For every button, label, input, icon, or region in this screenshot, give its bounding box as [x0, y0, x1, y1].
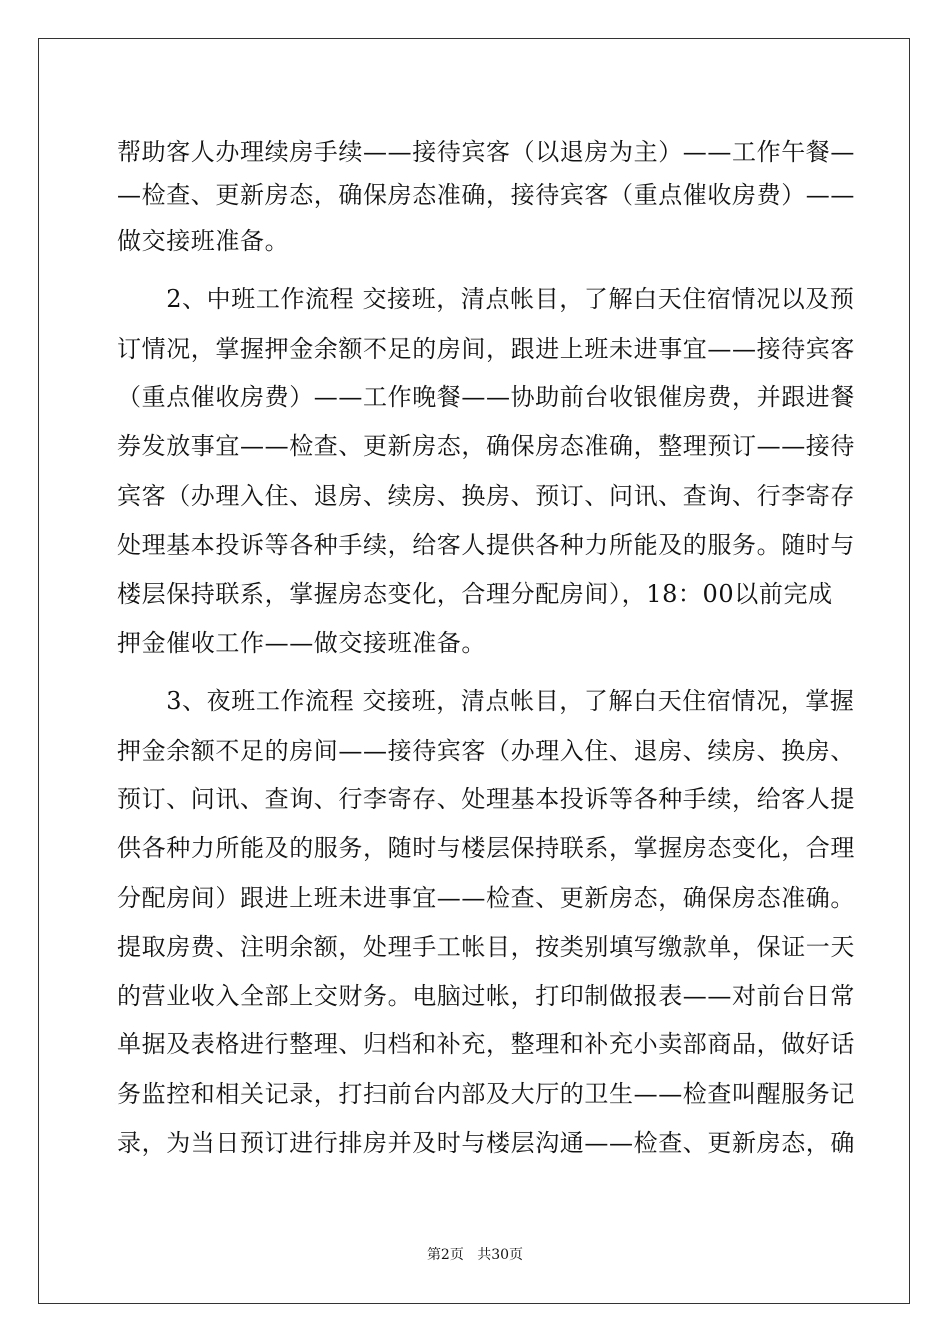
text-line: 2、中班工作流程 交接班，清点帐目，了解白天住宿情况以及预: [117, 285, 855, 313]
text-line: 帮助客人办理续房手续——接待宾客（以退房为主）——工作午餐—: [117, 138, 855, 166]
text-line: 分配房间）跟进上班未进事宜——检查、更新房态，确保房态准确。: [117, 884, 855, 912]
page-number: 第2页: [426, 1247, 464, 1263]
text-line: 订情况，掌握押金余额不足的房间，跟进上班未进事宜——接待宾客: [117, 335, 855, 363]
text-line: 单据及表格进行整理、归档和补充，整理和补充小卖部商品，做好话: [117, 1030, 855, 1058]
text-line: 供各种力所能及的服务，随时与楼层保持联系，掌握房态变化，合理: [117, 834, 855, 862]
page-footer: [0, 1246, 950, 1264]
text-line: （重点催收房费）——工作晚餐——协助前台收银催房费，并跟进餐: [117, 383, 855, 411]
text-line: 提取房费、注明余额，处理手工帐目，按类别填写缴款单，保证一天: [117, 933, 855, 961]
text-line: 录，为当日预订进行排房并及时与楼层沟通——检查、更新房态，确: [117, 1129, 855, 1157]
page-total: 共30页: [477, 1247, 524, 1263]
text-line: 预订、问讯、查询、行李寄存、处理基本投诉等各种手续，给客人提: [117, 785, 855, 813]
text-line: 宾客（办理入住、退房、续房、换房、预订、问讯、查询、行李寄存: [117, 482, 855, 510]
text-line: 务监控和相关记录，打扫前台内部及大厅的卫生——检查叫醒服务记: [117, 1080, 855, 1108]
text-line: 3、夜班工作流程 交接班，清点帐目，了解白天住宿情况，掌握: [117, 687, 855, 715]
text-line: 押金余额不足的房间——接待宾客（办理入住、退房、续房、换房、: [117, 737, 855, 765]
text-line: —检查、更新房态，确保房态准确，接待宾客（重点催收房费）——: [117, 181, 855, 209]
text-line: 做交接班准备。: [117, 227, 290, 255]
text-line: 楼层保持联系，掌握房态变化，合理分配房间），18：00以前完成: [117, 580, 833, 608]
text-line: 的营业收入全部上交财务。电脑过帐，打印制做报表——对前台日常: [117, 982, 855, 1010]
text-line: 券发放事宜——检查、更新房态，确保房态准确，整理预订——接待: [117, 432, 855, 460]
text-line: 押金催收工作——做交接班准备。: [117, 629, 486, 657]
text-line: 处理基本投诉等各种手续，给客人提供各种力所能及的服务。随时与: [117, 531, 855, 559]
